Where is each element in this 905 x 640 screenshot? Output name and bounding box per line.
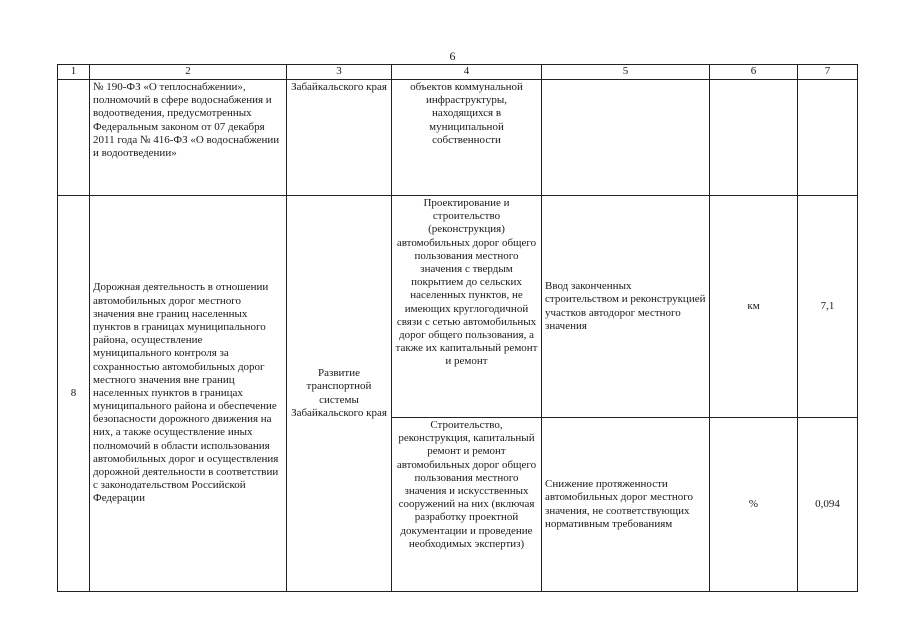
column-header: 5 [542, 65, 710, 80]
program-cell: Развитие транспортной системы Забайкальского края [287, 196, 392, 592]
value-cell: 0,094 [798, 418, 858, 592]
column-header: 7 [798, 65, 858, 80]
page-number: 6 [449, 49, 456, 63]
table-row [58, 196, 858, 418]
column-header: 1 [58, 65, 90, 80]
unit-cell [710, 80, 798, 196]
column-header: 3 [287, 65, 392, 80]
indicator-cell: Снижение протяженности автомобильных дорог местного значения, не соответствующих нормативным требованиям [542, 418, 710, 592]
row-number-cell [58, 80, 90, 196]
program-cell: Забайкальского края [287, 80, 392, 196]
unit-cell: км [710, 196, 798, 418]
activity-cell: Проектирование и строительство (реконструкция) автомобильных дорог общего пользования местного значения с твердым покрытием до сельских населенных пунктов, не имеющих круглогодичной связи с сетью автомобильных дорог общего пользования, а также их капитальный ремонт и ремонт [392, 196, 542, 418]
value-cell: 7,1 [798, 196, 858, 418]
header-row [58, 65, 858, 80]
indicator-cell: Ввод законченных строительством и реконструкцией участков автодорог местного значения [542, 196, 710, 418]
indicator-cell [542, 80, 710, 196]
column-header: 4 [392, 65, 542, 80]
activity-cell: объектов коммунальной инфраструктуры, находящихся в муниципальной собственности [392, 80, 542, 196]
data-table [57, 64, 858, 592]
column-header: 6 [710, 65, 798, 80]
activity-cell: Строительство, реконструкция, капитальный ремонт и ремонт автомобильных дорог общего пользования местного значения и искусственных сооружений на них (включая разработку проектной документации и проведение необходимых экспертиз) [392, 418, 542, 592]
unit-cell: % [710, 418, 798, 592]
powers-cell: Дорожная деятельность в отношении автомобильных дорог местного значения вне границ населенных пунктов в границах муниципального района, осуществление муниципального контроля за сохранностью автомобильных дорог местного значения вне границ населенных пунктов в границах муниципального района и обеспечение безопасности дорожного движения на них, а также осуществление иных полномочий в области использования автомобильных дорог и осуществления дорожной деятельности в соответствии с законодательством Российской Федерации [90, 196, 287, 592]
powers-cell: № 190-ФЗ «О теплоснабжении», полномочий в сфере водоснабжения и водоотведения, предусмотренных Федеральным законом от 07 декабря 2011 года № 416-ФЗ «О водоснабжении и водоотведении» [90, 80, 287, 196]
row-number-cell: 8 [58, 196, 90, 592]
table-row [58, 80, 858, 196]
value-cell [798, 80, 858, 196]
column-header: 2 [90, 65, 287, 80]
